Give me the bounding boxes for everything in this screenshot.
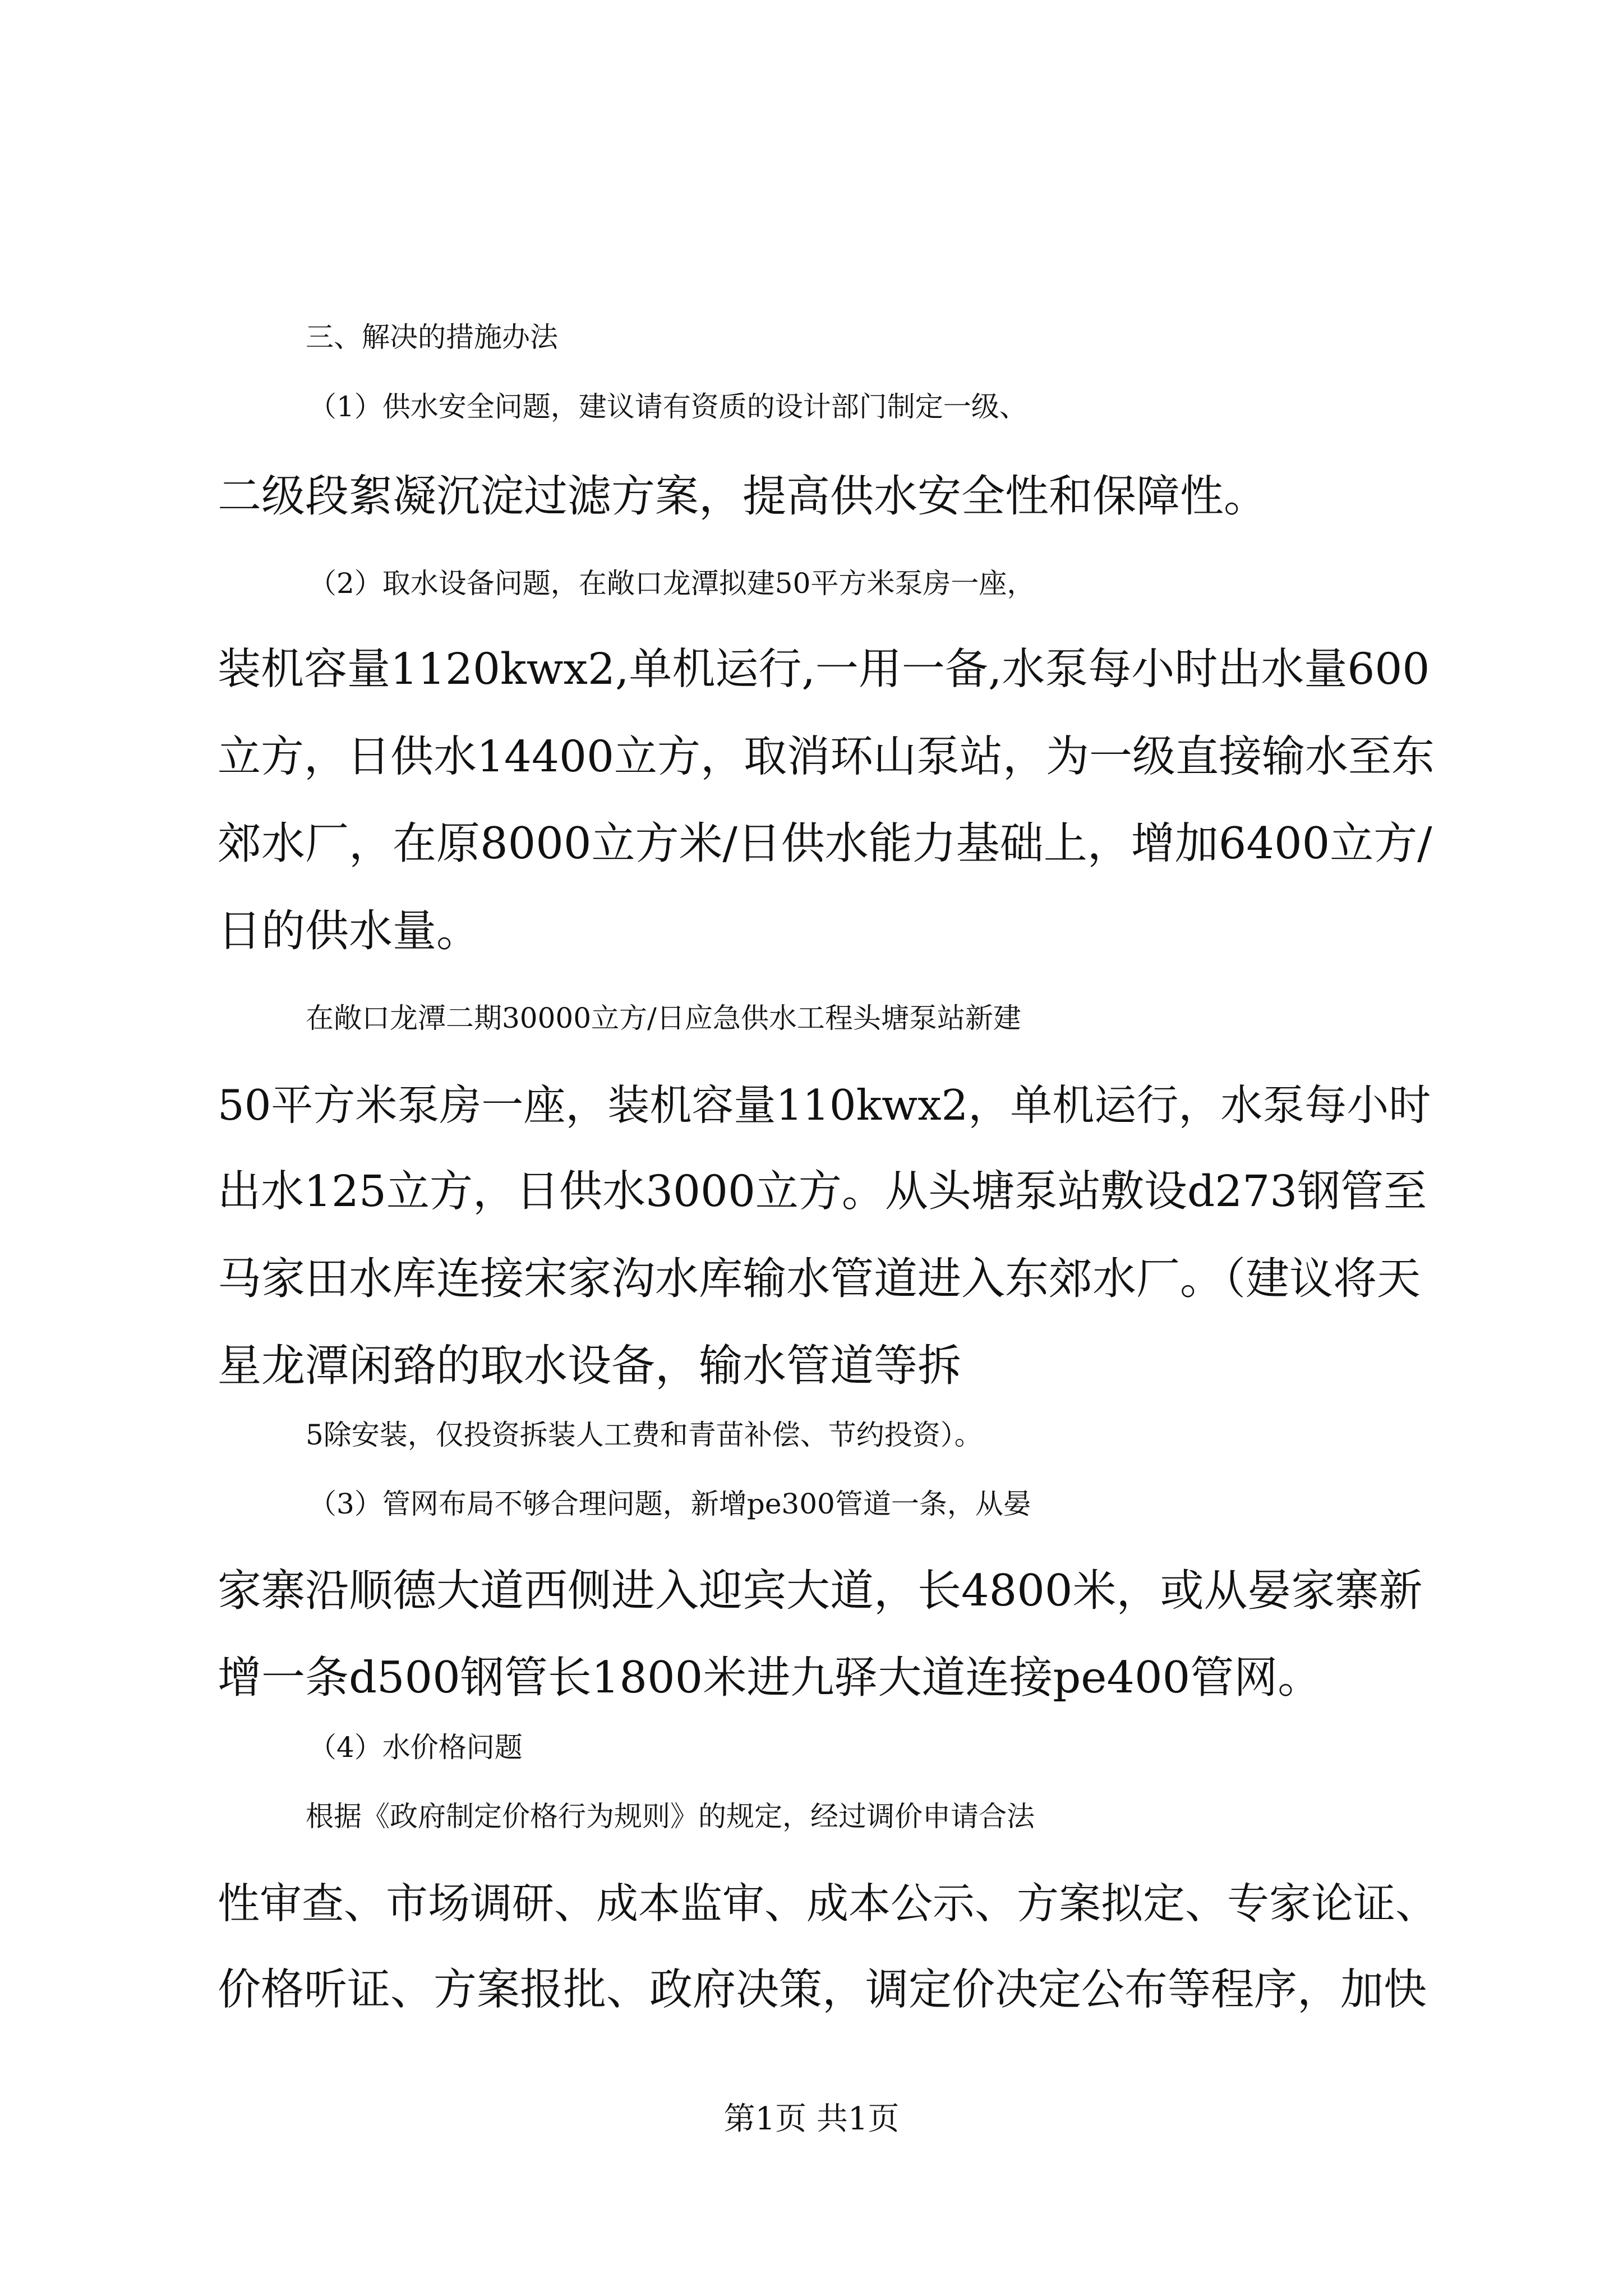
paragraph-line: 增一条d500钢管长1800米进九驿大道连接pe400管网。 <box>218 1653 1322 1703</box>
paragraph-line: 性审查、市场调研、成本监审、成本公示、方案拟定、专家论证、 <box>218 1879 1438 1928</box>
paragraph-line: 马家田水库连接宋家沟水库输水管道进入东郊水厂。（建议将天 <box>218 1254 1421 1304</box>
paragraph-line: 根据《政府制定价格行为规则》的规定，经过调价申请合法 <box>306 1800 1035 1833</box>
paragraph-line: 装机容量1120kwx2,单机运行,一用一备,水泵每小时出水量600 <box>218 645 1430 694</box>
paragraph-line: 星龙潭闲臵的取水设备，输水管道等拆 <box>218 1341 962 1391</box>
paragraph-line: （1）供水安全问题，建议请有资质的设计部门制定一级、 <box>308 390 1027 423</box>
paragraph-line: 日的供水量。 <box>218 906 481 956</box>
paragraph-line: （2）取水设备问题，在敞口龙潭拟建50平方米泵房一座， <box>308 567 1035 600</box>
paragraph-line: 价格听证、方案报批、政府决策，调定价决定公布等程序，加快 <box>218 1965 1427 2015</box>
paragraph-line: 5除安装，仅投资拆装人工费和青苗补偿、节约投资）。 <box>306 1419 983 1451</box>
paragraph-line: 50平方米泵房一座，装机容量110kwx2，单机运行，水泵每小时 <box>218 1080 1431 1130</box>
page-footer: 第1页 共1页 <box>723 2101 900 2137</box>
paragraph-line: （3）管网布局不够合理问题，新增pe300管道一条，从晏 <box>308 1488 1031 1520</box>
paragraph-line: 在敞口龙潭二期30000立方/日应急供水工程头塘泵站新建 <box>306 1002 1021 1034</box>
section-heading: 三、解决的措施办法 <box>306 321 558 353</box>
paragraph-line: 立方，日供水14400立方，取消环山泵站，为一级直接输水至东 <box>218 732 1435 782</box>
paragraph-line: 二级段絮凝沉淀过滤方案，提高供水安全性和保障性。 <box>218 471 1268 522</box>
paragraph-line: （4）水价格问题 <box>308 1731 523 1764</box>
paragraph-line: 家寨沿顺德大道西侧进入迎宾大道，长4800米，或从晏家寨新 <box>218 1566 1423 1616</box>
paragraph-line: 出水125立方，日供水3000立方。从头塘泵站敷设d273钢管至 <box>218 1167 1427 1217</box>
paragraph-line: 郊水厂，在原8000立方米/日供水能力基础上，增加6400立方/ <box>218 818 1432 869</box>
